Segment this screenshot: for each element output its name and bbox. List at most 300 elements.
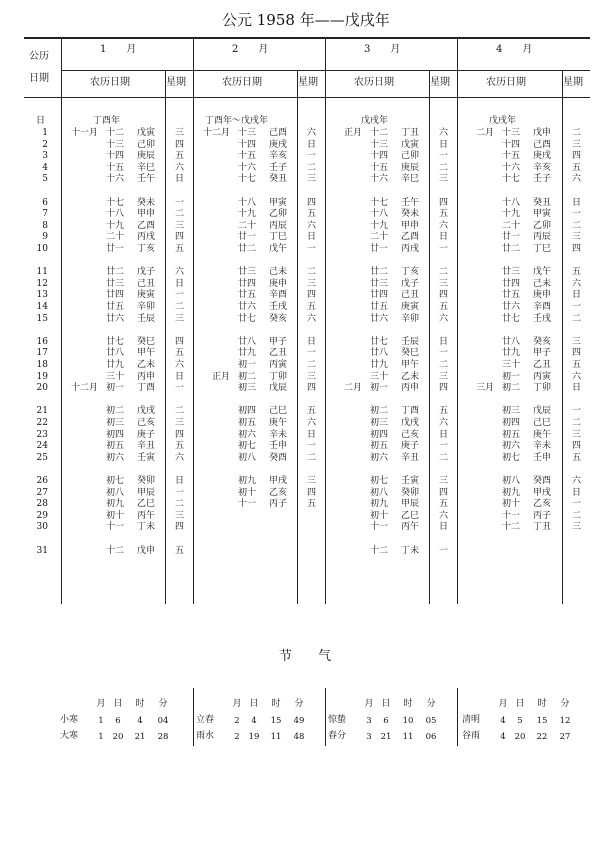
day-number: 15: [36, 313, 48, 324]
ganzhi: 壬申: [269, 441, 288, 452]
lunar-day: 初三: [370, 418, 389, 428]
weekday: 五: [572, 360, 582, 370]
weekday: 四: [175, 139, 185, 150]
ganzhi: 戊午: [269, 244, 288, 254]
weekday: 六: [175, 162, 185, 173]
weekday: 六: [439, 313, 449, 324]
ganzhi: 乙卯: [269, 209, 288, 220]
day-number: 7: [42, 209, 48, 220]
weekday: 五: [572, 267, 582, 278]
header-bottom-rule: [24, 97, 590, 98]
weekday: 四: [175, 336, 185, 347]
weekday: 三: [175, 313, 185, 324]
ganzhi: 己卯: [401, 151, 420, 162]
lunar-day: 初六: [238, 429, 257, 440]
month-header: 2 月: [232, 44, 269, 55]
jieqi-col-head: 分: [294, 699, 304, 709]
column-divider: [165, 71, 166, 604]
jieqi-value: 19: [248, 732, 260, 742]
ganzhi: 壬寅: [401, 476, 420, 486]
day-number: 28: [36, 499, 48, 510]
ganzhi: 甲午: [137, 348, 156, 359]
lunar-day: 十五: [370, 162, 389, 173]
weekday: 六: [307, 220, 317, 231]
jieqi-value: 20: [112, 732, 124, 742]
weekday: 一: [307, 348, 317, 359]
weekday: 一: [175, 197, 185, 208]
ganzhi: 庚戌: [533, 151, 552, 162]
lunar-day: 初七: [106, 476, 125, 486]
weekday: 五: [439, 209, 449, 220]
weekday: 四: [175, 522, 185, 533]
jieqi-value: 15: [270, 716, 282, 726]
day-number: 10: [36, 244, 48, 254]
lunar-date-header: 农历日期: [90, 77, 130, 88]
ganzhi: 庚子: [401, 441, 420, 452]
ganzhi: 己丑: [401, 290, 420, 301]
lunar-month-label: 十二月: [70, 383, 98, 394]
lunar-day: 廿三: [502, 267, 521, 278]
lunar-day: 初七: [370, 476, 389, 486]
weekday: 日: [175, 278, 185, 289]
jieqi-value: 10: [402, 716, 414, 726]
lunar-year-label: 戊戌年: [489, 116, 517, 126]
column-divider: [297, 71, 298, 604]
ganzhi: 丙午: [137, 510, 156, 521]
jieqi-value: 6: [383, 716, 389, 726]
jieqi-col-head: 分: [158, 699, 168, 709]
ganzhi: 己巳: [269, 406, 288, 417]
lunar-day: 十四: [502, 139, 521, 150]
day-number: 20: [36, 383, 48, 394]
jieqi-value: 6: [115, 716, 121, 726]
lunar-day: 廿二: [106, 267, 125, 278]
lunar-day: 廿七: [370, 336, 389, 347]
jieqi-name: 雨水: [196, 731, 215, 741]
ganzhi: 辛未: [533, 441, 552, 452]
ganzhi: 丁卯: [533, 383, 552, 394]
lunar-day: 十三: [106, 139, 125, 150]
weekday: 二: [572, 418, 582, 428]
weekday: 一: [572, 209, 582, 220]
jieqi-value: 2: [234, 732, 240, 742]
weekday: 日: [307, 429, 317, 440]
jieqi-col-head: 月: [498, 699, 508, 709]
lunar-date-header: 农历日期: [486, 77, 526, 88]
lunar-day: 十八: [370, 209, 389, 220]
jieqi-name: 大寒: [60, 731, 79, 741]
weekday: 日: [307, 232, 317, 243]
lunar-day: 十二: [370, 128, 389, 138]
ganzhi: 丙午: [401, 522, 420, 533]
lunar-day: 十九: [370, 220, 389, 231]
lunar-day: 十二: [370, 545, 389, 556]
jieqi-col-head: 日: [113, 699, 123, 709]
weekday: 日: [307, 139, 317, 150]
weekday-header: 星期: [430, 77, 450, 88]
weekday: 四: [175, 429, 185, 440]
ganzhi: 戊寅: [401, 139, 420, 150]
lunar-month-label: 正月: [211, 371, 230, 382]
day-number: 17: [36, 348, 48, 359]
lunar-year-label: 丁酉年: [93, 116, 121, 126]
lunar-day: 十五: [502, 151, 521, 162]
lunar-day: 十八: [238, 197, 257, 208]
jieqi-value: 1: [98, 732, 104, 742]
jieqi-col-head: 日: [515, 699, 525, 709]
weekday: 二: [175, 499, 185, 510]
weekday: 日: [439, 429, 449, 440]
ganzhi: 壬申: [533, 452, 552, 463]
ganzhi: 丙申: [401, 383, 420, 394]
ganzhi: 庚寅: [401, 302, 420, 312]
ganzhi: 癸卯: [137, 476, 156, 486]
ganzhi: 己酉: [269, 128, 288, 138]
lunar-day: 廿六: [502, 302, 521, 312]
lunar-day: 十四: [106, 151, 125, 162]
ganzhi: 甲戌: [269, 476, 288, 486]
day-number: 11: [36, 267, 48, 278]
lunar-day: 初九: [238, 476, 257, 486]
weekday: 五: [175, 244, 185, 254]
jieqi-value: 2: [234, 716, 240, 726]
jieqi-col-head: 月: [364, 699, 374, 709]
weekday: 一: [307, 244, 317, 254]
ganzhi: 辛卯: [137, 302, 156, 312]
lunar-day: 十一: [370, 522, 389, 533]
lunar-day: 廿七: [106, 336, 125, 347]
ganzhi: 丁酉: [137, 383, 156, 394]
ganzhi: 庚辰: [401, 162, 420, 173]
lunar-day: 初二: [238, 371, 257, 382]
day-number: 4: [42, 162, 48, 173]
weekday: 三: [307, 278, 317, 289]
lunar-day: 初三: [502, 406, 521, 417]
ganzhi: 乙巳: [401, 510, 420, 521]
weekday: 一: [572, 406, 582, 417]
weekday: 五: [572, 162, 582, 173]
lunar-day: 十三: [238, 128, 257, 138]
day-number: 27: [36, 487, 48, 498]
lunar-day: 初九: [106, 499, 125, 510]
lunar-day: 初六: [106, 452, 125, 463]
ganzhi: 辛亥: [533, 162, 552, 173]
lunar-day: 初六: [502, 441, 521, 452]
weekday: 日: [307, 336, 317, 347]
lunar-day: 廿一: [370, 244, 389, 254]
lunar-day: 十五: [238, 151, 257, 162]
ganzhi: 己未: [533, 278, 552, 289]
lunar-day: 初七: [238, 441, 257, 452]
weekday: 六: [175, 452, 185, 463]
weekday: 日: [572, 487, 582, 498]
ganzhi: 壬午: [137, 174, 156, 185]
ganzhi: 癸巳: [137, 336, 156, 347]
lunar-day: 十六: [370, 174, 389, 185]
weekday: 五: [307, 209, 317, 220]
ganzhi: 甲午: [401, 360, 420, 370]
jieqi-value: 28: [157, 732, 169, 742]
lunar-day: 廿八: [370, 348, 389, 359]
jieqi-col-head: 时: [271, 699, 281, 709]
jieqi-value: 22: [536, 732, 548, 742]
jieqi-title: 节 气: [279, 649, 332, 664]
column-divider: [562, 71, 563, 604]
weekday: 二: [439, 162, 449, 173]
weekday: 日: [572, 290, 582, 301]
column-divider: [325, 37, 326, 604]
lunar-day: 十一: [106, 522, 125, 533]
jieqi-value: 11: [270, 732, 282, 742]
jieqi-value: 12: [559, 716, 571, 726]
lunar-year-label: 戊戌年: [361, 116, 389, 126]
weekday: 六: [572, 278, 582, 289]
lunar-day: 廿一: [502, 232, 521, 243]
jieqi-col-head: 时: [135, 699, 145, 709]
lunar-day: 十八: [106, 209, 125, 220]
lunar-date-header: 农历日期: [354, 77, 394, 88]
ganzhi: 丁亥: [137, 244, 156, 254]
weekday: 四: [439, 197, 449, 208]
weekday: 六: [439, 510, 449, 521]
weekday: 日: [439, 232, 449, 243]
lunar-day: 十二: [502, 522, 521, 533]
page-title: 公元 1958 年——戊戌年: [222, 11, 390, 29]
lunar-day: 十九: [238, 209, 257, 220]
ganzhi: 壬午: [401, 197, 420, 208]
weekday: 六: [572, 371, 582, 382]
weekday: 日: [439, 139, 449, 150]
day-number: 6: [42, 197, 48, 208]
lunar-day: 初八: [370, 487, 389, 498]
day-number: 31: [36, 545, 48, 556]
ganzhi: 庚寅: [137, 290, 156, 301]
lunar-day: 廿六: [106, 313, 125, 324]
column-divider: [61, 37, 62, 604]
jieqi-col-head: 日: [249, 699, 259, 709]
lunar-day: 十八: [502, 197, 521, 208]
weekday: 三: [439, 174, 449, 185]
lunar-month-label: 二月: [343, 383, 362, 394]
weekday: 五: [307, 406, 317, 417]
lunar-day: 廿九: [502, 348, 521, 359]
weekday: 二: [439, 452, 449, 463]
lunar-day: 廿六: [370, 313, 389, 324]
ganzhi: 己巳: [533, 418, 552, 428]
lunar-day: 二十: [238, 220, 257, 231]
ganzhi: 丁酉: [401, 406, 420, 417]
day-number: 5: [42, 174, 48, 185]
lunar-day: 廿九: [370, 360, 389, 370]
weekday: 六: [439, 418, 449, 428]
jieqi-value: 11: [402, 732, 414, 742]
weekday: 三: [307, 476, 317, 486]
lunar-day: 十二: [106, 128, 125, 138]
weekday: 二: [307, 360, 317, 370]
lunar-day: 初二: [370, 406, 389, 417]
weekday: 五: [439, 302, 449, 312]
ganzhi: 壬戌: [533, 313, 552, 324]
ganzhi: 己未: [269, 267, 288, 278]
ganzhi: 丁巳: [269, 232, 288, 243]
lunar-month-label: 正月: [343, 128, 362, 138]
jieqi-value: 21: [134, 732, 146, 742]
lunar-day: 廿二: [502, 244, 521, 254]
jieqi-value: 4: [500, 716, 506, 726]
jieqi-value: 5: [517, 716, 523, 726]
month-header: 4 月: [496, 44, 533, 55]
lunar-day: 初八: [106, 487, 125, 498]
lunar-day: 廿七: [238, 313, 257, 324]
weekday: 六: [307, 128, 317, 138]
ganzhi: 壬辰: [137, 313, 156, 324]
lunar-date-header: 农历日期: [222, 77, 262, 88]
weekday: 六: [572, 174, 582, 185]
lunar-day: 十六: [106, 174, 125, 185]
weekday: 一: [307, 441, 317, 452]
lunar-day: 初一: [502, 371, 521, 382]
ganzhi: 庚申: [533, 290, 552, 301]
weekday: 五: [175, 441, 185, 452]
weekday: 六: [175, 267, 185, 278]
weekday: 三: [572, 139, 582, 150]
jieqi-value: 4: [137, 716, 143, 726]
jieqi-divider: [457, 688, 458, 746]
ganzhi: 丙戌: [401, 244, 420, 254]
lunar-day: 十二: [106, 545, 125, 556]
lunar-day: 初三: [238, 383, 257, 394]
ganzhi: 丁亥: [401, 267, 420, 278]
ganzhi: 壬子: [533, 174, 552, 185]
weekday-header: 星期: [563, 77, 583, 88]
weekday: 四: [307, 383, 317, 394]
weekday: 三: [307, 174, 317, 185]
jieqi-value: 3: [366, 732, 372, 742]
weekday: 三: [439, 371, 449, 382]
jieqi-col-head: 分: [560, 699, 570, 709]
day-number: 1: [42, 128, 48, 138]
weekday: 三: [175, 418, 185, 428]
ganzhi: 乙巳: [137, 499, 156, 510]
ganzhi: 癸酉: [269, 452, 288, 463]
weekday: 一: [572, 499, 582, 510]
ganzhi: 壬戌: [269, 302, 288, 312]
ganzhi: 乙卯: [533, 220, 552, 231]
lunar-day: 廿四: [502, 278, 521, 289]
month-header: 3 月: [364, 44, 401, 55]
weekday: 六: [307, 313, 317, 324]
ganzhi: 甲子: [533, 348, 552, 359]
jieqi-divider: [193, 688, 194, 746]
weekday: 二: [439, 360, 449, 370]
weekday: 二: [572, 313, 582, 324]
jieqi-value: 27: [559, 732, 571, 742]
lunar-day: 三十: [502, 360, 521, 370]
lunar-day: 十七: [502, 174, 521, 185]
ganzhi: 辛巳: [137, 162, 156, 173]
weekday: 四: [439, 290, 449, 301]
lunar-day: 初四: [238, 406, 257, 417]
ganzhi: 甲寅: [533, 209, 552, 220]
lunar-day: 十四: [370, 151, 389, 162]
jieqi-col-head: 月: [96, 699, 106, 709]
lunar-day: 廿五: [106, 302, 125, 312]
ganzhi: 辛巳: [401, 174, 420, 185]
ganzhi: 丁卯: [269, 371, 288, 382]
weekday: 二: [175, 302, 185, 312]
lunar-day: 廿四: [106, 290, 125, 301]
ganzhi: 庚辰: [137, 151, 156, 162]
ganzhi: 己酉: [533, 139, 552, 150]
ganzhi: 癸酉: [533, 476, 552, 486]
lunar-day: 初九: [370, 499, 389, 510]
ganzhi: 庚子: [137, 429, 156, 440]
lunar-day: 初五: [106, 441, 125, 452]
weekday: 四: [572, 244, 582, 254]
weekday: 六: [307, 418, 317, 428]
ganzhi: 庚戌: [269, 139, 288, 150]
weekday: 二: [439, 267, 449, 278]
ganzhi: 庚申: [269, 278, 288, 289]
ganzhi: 戊辰: [533, 406, 552, 417]
jieqi-value: 04: [157, 716, 169, 726]
ganzhi: 甲寅: [269, 197, 288, 208]
ganzhi: 戊寅: [137, 128, 156, 138]
ganzhi: 丁巳: [533, 244, 552, 254]
day-number: 9: [42, 232, 48, 243]
weekday: 一: [307, 151, 317, 162]
weekday: 三: [175, 510, 185, 521]
lunar-day: 初一: [106, 383, 125, 394]
lunar-day: 初十: [370, 510, 389, 521]
weekday: 三: [307, 371, 317, 382]
ganzhi: 丙申: [137, 371, 156, 382]
weekday: 二: [572, 128, 582, 138]
ganzhi: 辛酉: [269, 290, 288, 301]
lunar-day: 初一: [370, 383, 389, 394]
weekday: 一: [439, 441, 449, 452]
weekday: 五: [175, 348, 185, 359]
month-header: 1 月: [100, 44, 137, 55]
lunar-day: 廿五: [502, 290, 521, 301]
weekday: 三: [572, 429, 582, 440]
weekday: 四: [572, 348, 582, 359]
lunar-day: 廿八: [502, 336, 521, 347]
weekday: 三: [572, 522, 582, 533]
weekday: 五: [307, 302, 317, 312]
ganzhi: 乙丑: [269, 348, 288, 359]
corner-header-bottom: 日期: [29, 73, 49, 84]
ganzhi: 丙寅: [269, 360, 288, 370]
ganzhi: 壬寅: [137, 452, 156, 463]
day-number: 12: [36, 278, 48, 289]
ganzhi: 乙丑: [533, 360, 552, 370]
jieqi-col-head: 日: [381, 699, 391, 709]
lunar-day: 初二: [502, 383, 521, 394]
weekday: 三: [175, 128, 185, 138]
lunar-day: 十六: [502, 162, 521, 173]
jieqi-value: 1: [98, 716, 104, 726]
jieqi-value: 4: [500, 732, 506, 742]
lunar-day: 廿五: [370, 302, 389, 312]
weekday: 日: [572, 197, 582, 208]
jieqi-col-head: 时: [403, 699, 413, 709]
jieqi-name: 惊蛰: [328, 715, 347, 725]
weekday: 六: [572, 476, 582, 486]
jieqi-col-head: 分: [426, 699, 436, 709]
lunar-day: 廿六: [238, 302, 257, 312]
lunar-day: 初八: [502, 476, 521, 486]
